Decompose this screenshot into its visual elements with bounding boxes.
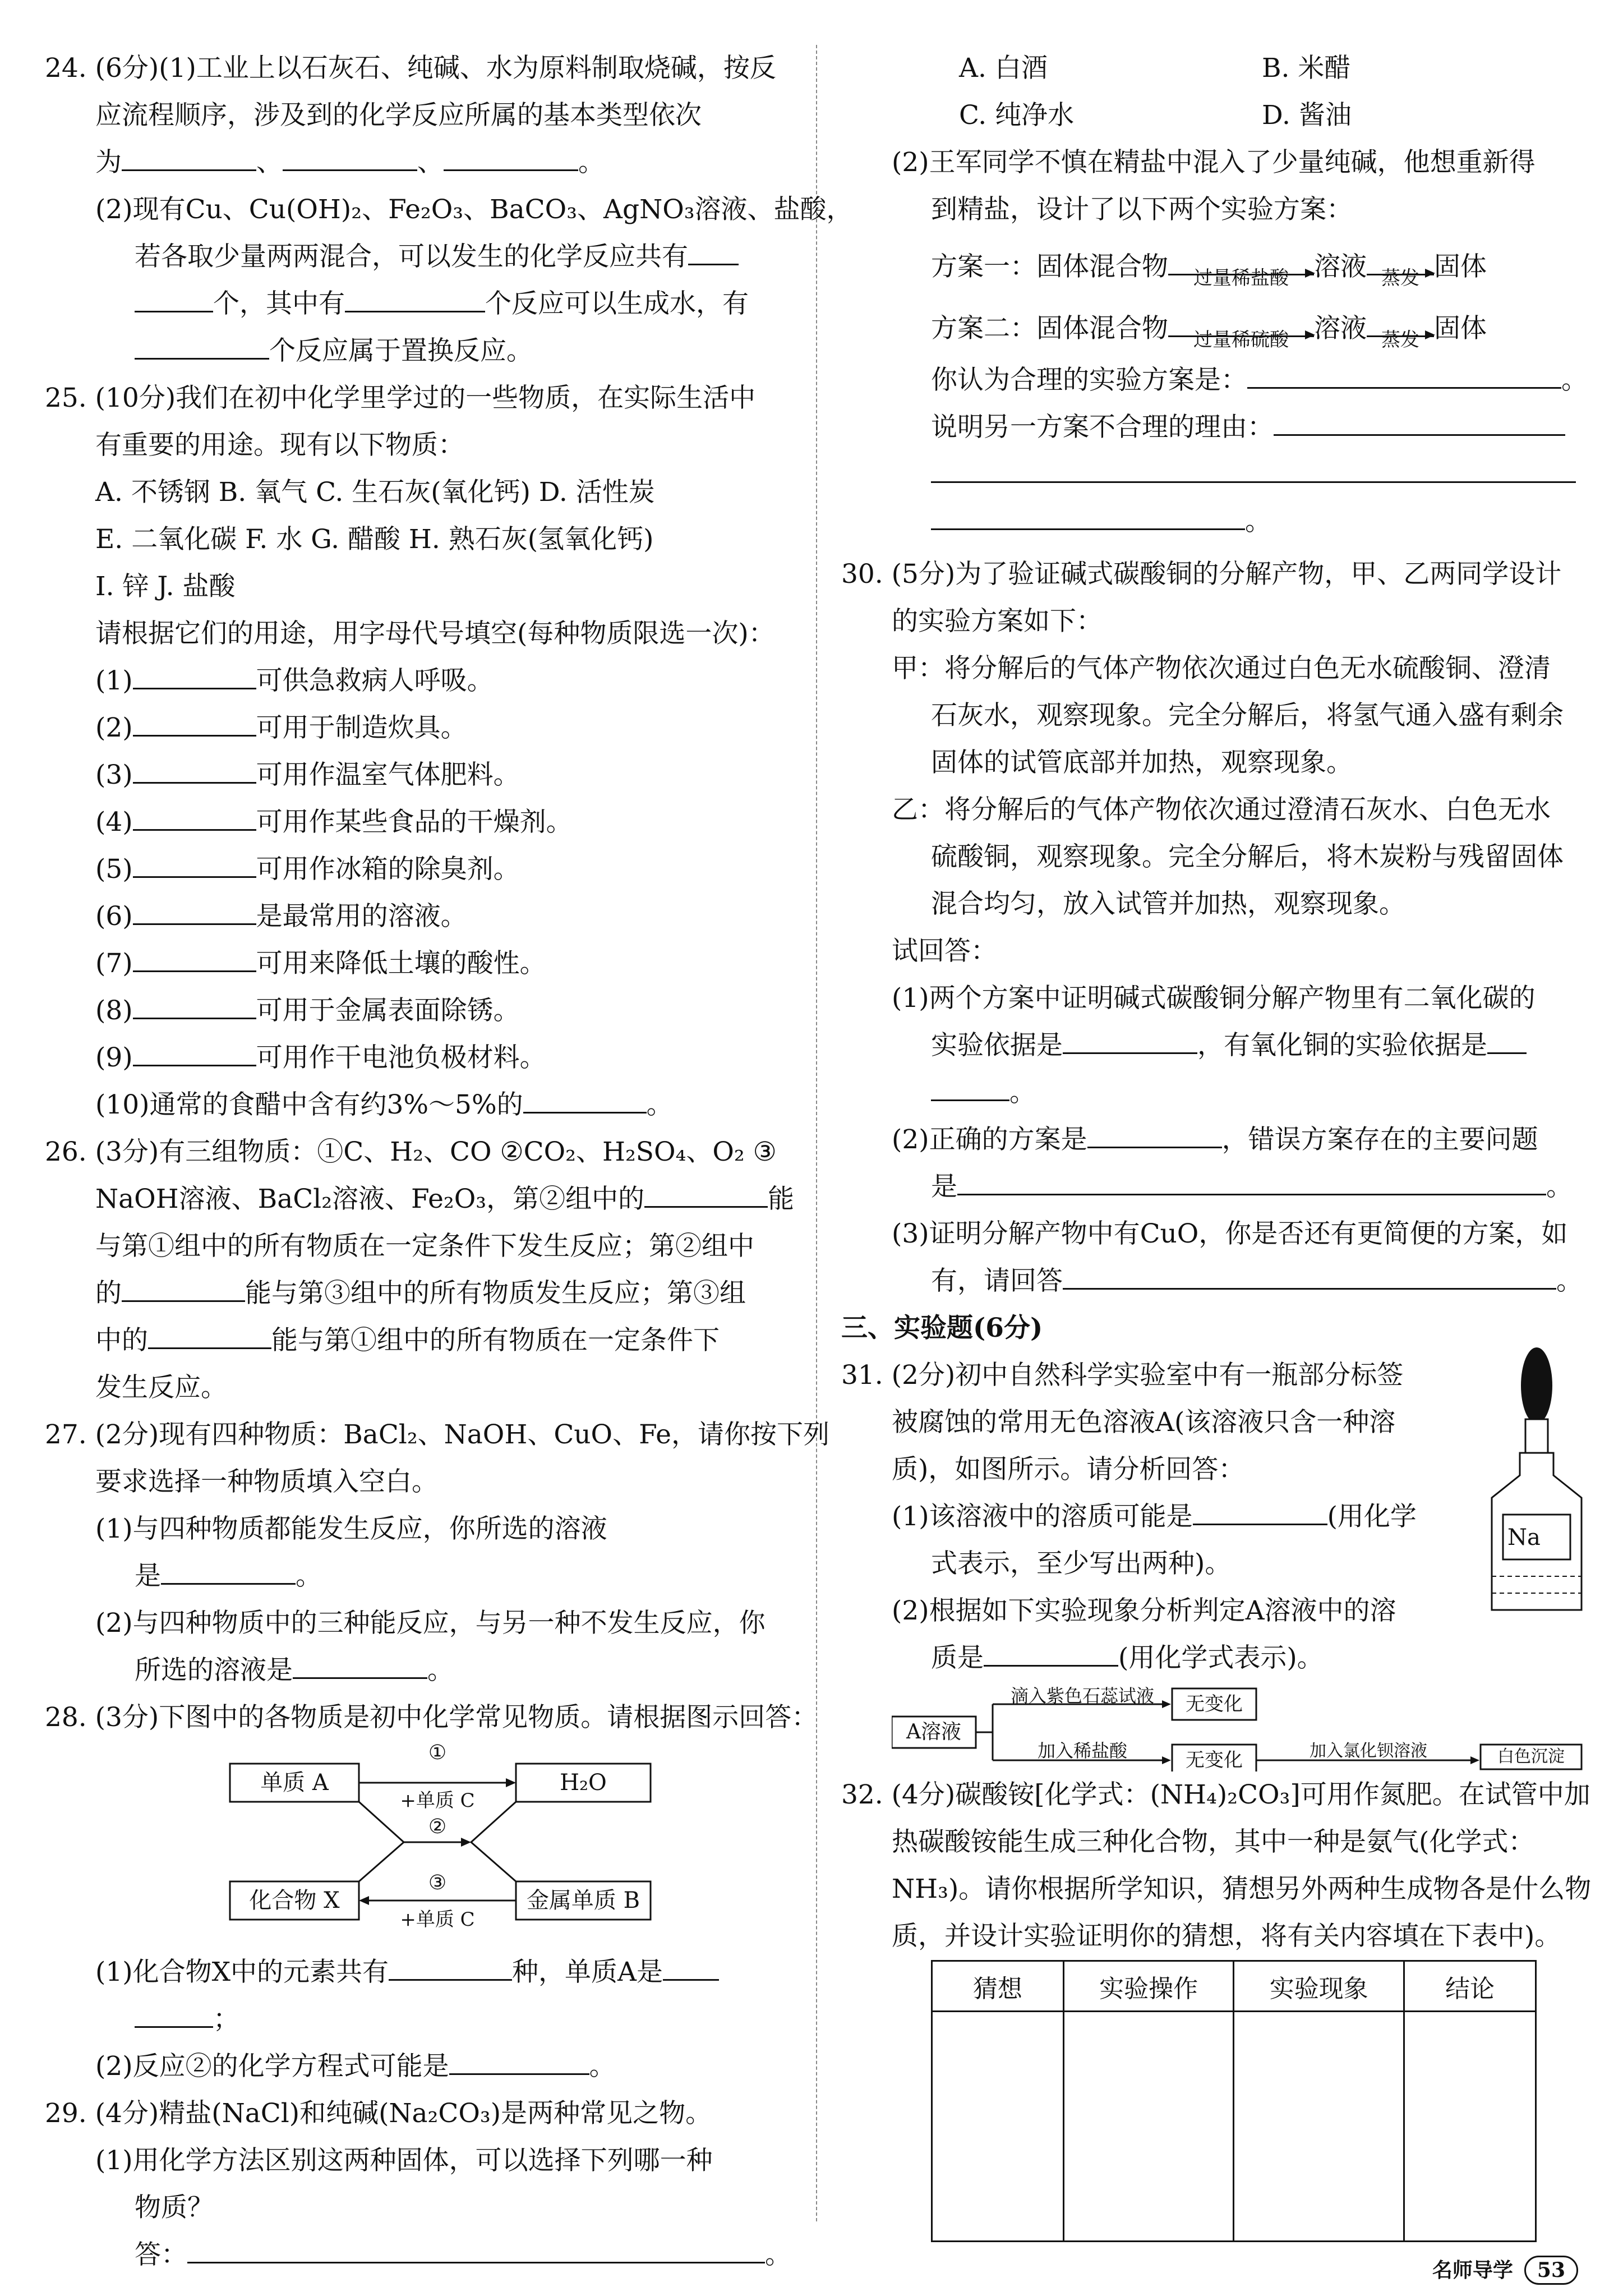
q25-items [45,657,796,1082]
q29-reasonable-plan: 你认为合理的实验方案是： 。 [931,365,1588,395]
q32-answer-table [931,1960,1537,2242]
answer-blank[interactable] [931,1077,1009,1101]
item-text: 可用来降低土壤的酸性。 [256,948,546,979]
answer-blank[interactable] [161,1561,296,1585]
item-text: 可用作温室气体肥料。 [256,760,520,790]
q29-line2: (1)用化学方法区别这两种固体，可以选择下列哪一种 [95,2145,713,2176]
q27-line6: 所选的溶液是 。 [135,1655,454,1686]
answer-blank[interactable] [283,147,417,171]
answer-blank[interactable] [122,1278,245,1302]
answer-blank[interactable] [1063,1030,1197,1054]
answer-blank[interactable] [133,901,256,925]
answer-blank[interactable] [931,506,1245,530]
answer-blank[interactable] [133,760,256,784]
item-number: (5) [95,854,133,885]
q25-item [45,893,796,940]
plan-one: 方案一：固体混合物 过量稀盐酸 溶液 蒸发 固体 [931,251,1487,289]
reagent-bottle [1481,1346,1593,1627]
q25-line2: 有重要的用途。现有以下物质： [95,430,464,461]
flow-result-2: 无变化 [1186,1749,1243,1772]
answer-blank[interactable] [133,712,256,737]
q28-answer1: (1)化合物X中的元素共有 种，单质A是 [45,1949,796,1996]
bottle-icon [1481,1346,1593,1627]
answer-blank[interactable] [133,807,256,831]
label-1: ① [428,1741,447,1764]
q31-line7: 质是 (用化学式表示)。 [931,1642,1324,1673]
item-text: 可用于制造炊具。 [256,712,467,743]
q31-flowchart [892,1682,1593,1772]
page-footer [1432,2254,1578,2285]
answer-blank[interactable] [133,948,256,972]
flow-a-solution: A溶液 [906,1720,961,1743]
compound-x-label: 化合物 X [249,1888,340,1913]
q25-item-10: (10)通常的食醋中含有约3%～5%的 。 [95,1089,673,1120]
q24-line4: (2)现有Cu、Cu(OH)₂、Fe₂O₃、BaCO₃、AgNO₃溶液、盐酸， [95,194,853,225]
q25-options-3: I. 锌 J. 盐酸 [95,571,236,602]
answer-blank[interactable] [148,1325,271,1349]
q24-line3: 为 、 、 。 [95,147,605,178]
right-column [841,45,1593,2003]
q25-line1: 25. (10分)我们在初中化学里学过的一些物质，在实际生活中 [45,383,756,413]
q26-line5: 中的 能与第①组中的所有物质在一定条件下 [95,1325,720,1356]
answer-blank[interactable] [1274,412,1565,436]
answer-blank[interactable] [133,665,256,689]
flow-add-hcl: 加入稀盐酸 [1037,1740,1127,1761]
answer-blank[interactable] [135,2004,213,2028]
item-text: 可用于金属表面除锈。 [256,995,520,1026]
q29-reason-line2 [841,451,1593,498]
q29-options-cd: C. 纯净水 D. 酱油 [959,100,1352,131]
q25-item [45,1034,796,1082]
q29-part2-line1: (2)王军同学不慎在精盐中混入了少量纯碱，他想重新得 [892,147,1536,178]
q32-line4: 质，并设计实验证明你的猜想，将有关内容填在下表中)。 [892,1921,1561,1952]
answer-blank[interactable] [663,1957,719,1981]
flow-result-1: 无变化 [1186,1693,1243,1715]
answer-blank[interactable] [135,288,213,312]
q26-line4: 的 能与第③组中的所有物质发生反应；第③组 [95,1278,746,1309]
q25-options-2: E. 二氧化碳 F. 水 G. 醋酸 H. 熟石灰(氢氧化钙) [95,524,654,555]
column-divider [816,45,817,2221]
item-number: (9) [95,1042,133,1073]
item-number: (2) [95,712,133,743]
q29-part2-line2: 到精盐，设计了以下两个实验方案： [931,194,1353,225]
item-number: (7) [95,948,133,979]
q28-answer2: (2)反应②的化学方程式可能是 。 [95,2051,616,2082]
q27-line4: 是 。 [135,1561,322,1591]
q30-line4: 石灰水，观察现象。完全分解后，将氢气通入盛有剩余 [931,700,1564,731]
footer-brand: 名师导学 [1432,2258,1513,2282]
q25-item [45,987,796,1034]
label-3: ③ [428,1871,447,1894]
label-2: ② [428,1815,447,1838]
q29-reason-line3: 。 [841,498,1593,545]
q25-item [45,752,796,799]
q26-line3: 与第①组中的所有物质在一定条件下发生反应；第②组中 [95,1231,754,1262]
bottle-label: Na [1507,1525,1541,1550]
q30-line7: 硫酸铜，观察现象。完全分解后，将木炭粉与残留固体 [931,841,1564,872]
q30-line16: 有，请回答 。 [931,1266,1583,1296]
q31-line2: 被腐蚀的常用无色溶液A(该溶液只含一种溶 [892,1407,1396,1438]
q30-line1: 30. (5分)为了验证碱式碳酸铜的分解产物，甲、乙两同学设计 [841,559,1562,590]
arrow-2-right [471,1802,516,1881]
item-text: 可供急救病人呼吸。 [256,665,494,696]
arrow-plan1: 过量稀盐酸 [1168,261,1314,275]
q31-line5: 式表示，至少写出两种)。 [931,1548,1232,1579]
q28-answer1b: ； [45,1996,796,2043]
answer-blank[interactable] [389,1957,512,1981]
item-number: (4) [95,807,133,838]
q24-line5: 若各取少量两两混合，可以发生的化学反应共有 [45,233,796,280]
answer-blank[interactable] [449,2051,589,2075]
q28-line1: 28. (3分)下图中的各物质是初中化学常见物质。请根据图示回答： [45,1702,818,1733]
q24-line7: 个反应属于置换反应。 [45,328,796,375]
q26-line1: 26. (3分)有三组物质：①C、H₂、CO ②CO₂、H₂SO₄、O₂ ③ [45,1137,777,1167]
answer-blank[interactable] [688,241,739,265]
item-number: (1) [95,665,133,696]
answer-blank[interactable] [931,459,1576,483]
q31-line1: 31. (2分)初中自然科学实验室中有一瓶部分标签 [841,1360,1404,1391]
answer-blank[interactable] [1087,1124,1222,1148]
q30-line3: 甲：将分解后的气体产物依次通过白色无水硫酸铜、澄清 [892,653,1551,684]
table-header-row [932,1961,1536,2012]
table-cell[interactable] [1234,2012,1404,2242]
q25-options-1: A. 不锈钢 B. 氧气 C. 生石灰(氧化钙) D. 活性炭 [95,477,655,508]
q30-line10: (1)两个方案中证明碱式碳酸铜分解产物里有二氧化碳的 [892,983,1536,1014]
q30-line2: 的实验方案如下： [892,606,1103,637]
h2o-label: H₂O [560,1770,607,1796]
item-text: 可用作某些食品的干燥剂。 [256,807,573,838]
q31-block [841,1352,1593,1682]
answer-blank[interactable] [345,288,485,312]
table-header: 实验操作 [1063,1961,1234,2012]
q25-item [45,705,796,752]
element-a-label: 单质 A [260,1770,329,1796]
q29-line1: 29. (4分)精盐(NaCl)和纯碱(Na₂CO₃)是两种常见之物。 [45,2098,712,2129]
q29-line3: 物质？ [135,2192,214,2223]
answer-blank[interactable] [1063,1266,1556,1290]
q25-item [45,846,796,893]
flow-result-3: 白色沉淀 [1497,1747,1565,1766]
q29-reason: 说明另一方案不合理的理由： [841,404,1593,451]
answer-blank[interactable] [957,1171,1546,1195]
table-cell[interactable] [1063,2012,1234,2242]
item-number: (8) [95,995,133,1026]
label-plus-c-bottom: +单质 C [400,1908,475,1931]
item-number: (3) [95,760,133,790]
q25-item [45,799,796,846]
answer-blank[interactable] [1487,1030,1527,1054]
q25-instruction: 请根据它们的用途，用字母代号填空(每种物质限选一次)： [95,618,775,649]
left-column [45,45,853,2279]
q27-line1: 27. (2分)现有四种物质：BaCl₂、NaOH、CuO、Fe，请你按下列 [45,1419,829,1450]
q30-line15: (3)证明分解产物中有CuO，你是否还有更简便的方案，如 [892,1218,1568,1249]
table-header: 结论 [1404,1961,1536,2012]
answer-blank[interactable] [135,335,269,360]
q24-line2: 应流程顺序，涉及到的化学反应所属的基本类型依次 [95,100,702,131]
q32-line3: NH₃)。请你根据所学知识，猜想另外两种生成物各是什么物 [892,1874,1592,1904]
item-text: 是最常用的溶液。 [256,901,467,932]
q30-line13: (2)正确的方案是 ，错误方案存在的主要问题 [892,1124,1538,1155]
q24-line6: 个，其中有 个反应可以生成水，有 [45,280,796,328]
q29-options-ab: A. 白酒 B. 米醋 [959,53,1351,84]
answer-blank[interactable] [133,995,256,1019]
arrow-2-left [359,1802,404,1881]
q29-answer: 答： 。 [135,2239,791,2270]
q27-line5: (2)与四种物质中的三种能反应，与另一种不发生反应，你 [95,1608,766,1639]
q25-item [45,940,796,987]
answer-blank[interactable] [984,1642,1118,1667]
answer-blank[interactable] [122,147,256,171]
table-cell[interactable] [1404,2012,1536,2242]
page-number: 53 [1524,2256,1578,2285]
answer-blank[interactable] [1193,1501,1327,1525]
answer-blank[interactable] [133,1042,256,1066]
q30-line5: 固体的试管底部并加热，观察现象。 [931,747,1353,778]
q28-diagram [45,1741,796,1949]
table-header: 猜想 [932,1961,1064,2012]
q31-line6: (2)根据如下实验现象分析判定A溶液中的溶 [892,1595,1396,1626]
arrow-evaporate: 蒸发 [1367,261,1434,275]
q30-line9: 试回答： [892,936,997,967]
answer-blank[interactable] [293,1655,427,1679]
q30-line14: 是 。 [931,1171,1573,1202]
q25-item [45,657,796,705]
metal-b-label: 金属单质 B [526,1888,640,1913]
section-heading: 三、实验题(6分) [841,1313,1043,1343]
answer-blank[interactable] [187,2239,765,2263]
item-text: 可用作干电池负极材料。 [256,1042,546,1073]
q24-line1: 24. (6分)(1)工业上以石灰石、纯碱、水为原料制取烧碱，按反 [45,53,776,84]
q31-line3: 质)，如图所示。请分析回答： [892,1454,1245,1485]
answer-blank[interactable] [523,1089,647,1114]
item-number: (6) [95,901,133,932]
answer-blank[interactable] [644,1184,768,1208]
table-header: 实验现象 [1234,1961,1404,2012]
answer-blank[interactable] [444,147,578,171]
item-text: 可用作冰箱的除臭剂。 [256,854,520,885]
q26-line2: NaOH溶液、BaCl₂溶液、Fe₂O₃，第②组中的 能 [95,1184,795,1214]
q30-line11: 实验依据是 ，有氧化铜的实验依据是 [841,1022,1593,1069]
q31-line4: (1)该溶液中的溶质可能是 (用化学 [892,1501,1417,1532]
q32-line1: 32. (4分)碳酸铵[化学式：(NH₄)₂CO₃]可用作氮肥。在试管中加 [841,1779,1590,1810]
q30-line8: 混合均匀，放入试管并加热，观察现象。 [931,889,1405,919]
q27-line2: 要求选择一种物质填入空白。 [95,1466,438,1497]
flow-add-bacl2: 加入氯化钡溶液 [1310,1741,1427,1761]
q30-line12: 。 [841,1069,1593,1116]
plan-two: 方案二：固体混合物 过量稀硫酸 溶液 蒸发 固体 [931,313,1487,351]
q30-line6: 乙：将分解后的气体产物依次通过澄清石灰水、白色无水 [892,794,1551,825]
answer-blank[interactable] [133,854,256,878]
arrow-evaporate: 蒸发 [1367,323,1434,337]
q26-line6: 发生反应。 [95,1372,227,1403]
flow-add-litmus: 滴入紫色石蕊试液 [1010,1685,1154,1706]
table-row [932,2012,1536,2242]
table-cell[interactable] [932,2012,1064,2242]
arrow-plan2: 过量稀硫酸 [1168,323,1314,337]
label-plus-c-top: +单质 C [400,1789,475,1812]
q27-line3: (1)与四种物质都能发生反应，你所选的溶液 [95,1513,607,1544]
q32-line2: 热碳酸铵能生成三种化合物，其中一种是氨气(化学式： [892,1826,1535,1857]
